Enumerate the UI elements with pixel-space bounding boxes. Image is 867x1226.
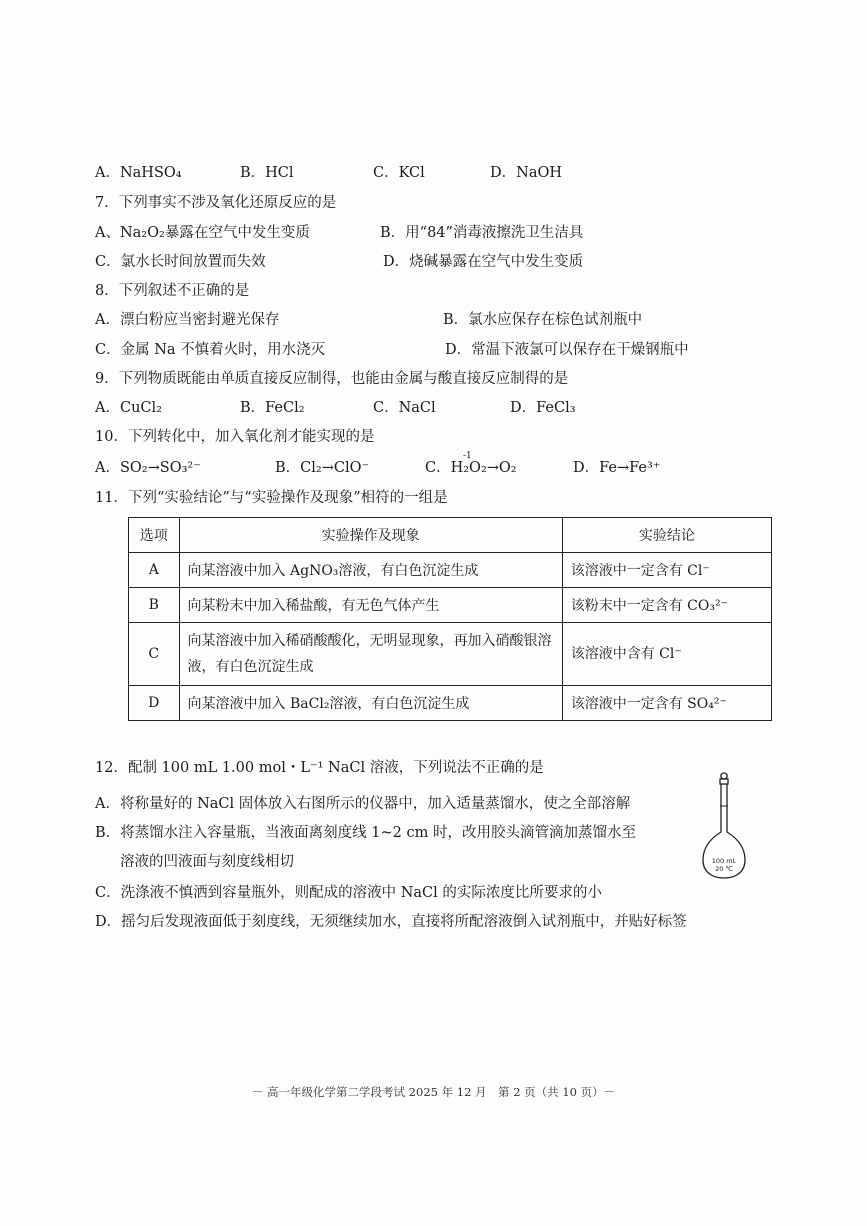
flask-label-temperature: 20 ℃ (715, 865, 733, 873)
q7-option-c: C．氯水长时间放置而失效 (95, 254, 266, 270)
row-conclusion: 该溶液中一定含有 SO₄²⁻ (562, 686, 771, 721)
row-operation: 向某溶液中加入 BaCl₂溶液，有白色沉淀生成 (179, 686, 562, 721)
header-option: 选项 (129, 518, 180, 553)
q10-option-a: A．SO₂→SO₃²⁻ (95, 460, 201, 476)
table-header-row (129, 518, 772, 553)
q9-option-b: B．FeCl₂ (240, 400, 305, 416)
q12-option-d: D．摇匀后发现液面低于刻度线，无须继续加水，直接将所配溶液倒入试剂瓶中，并贴好标签 (95, 914, 687, 930)
q8-stem: 8．下列叙述不正确的是 (95, 283, 250, 299)
q8-option-d: D．常温下液氯可以保存在干燥钢瓶中 (445, 342, 689, 358)
q10-option-c: C．H₂O₂→O₂ (425, 460, 517, 476)
q11-experiment-table (128, 517, 772, 721)
row-option: A (129, 553, 180, 588)
header-operation: 实验操作及现象 (179, 518, 562, 553)
page-footer: － 高一年级化学第二学段考试 2025 年 12 月 第 2 页（共 10 页）－ (251, 1085, 616, 1099)
q7-options-row2 (95, 252, 795, 272)
q12-stem: 12．配制 100 mL 1.00 mol・L⁻¹ NaCl 溶液，下列说法不正确的是 (95, 760, 544, 776)
q10-option-d: D．Fe→Fe³⁺ (573, 460, 661, 476)
table-row (129, 553, 772, 588)
row-option: B (129, 588, 180, 623)
q9-option-d: D．FeCl₃ (510, 400, 576, 416)
q10-oxidation-state-note: -1 (463, 451, 472, 461)
row-option: C (129, 623, 180, 686)
q6-option-c: C．KCl (373, 165, 425, 181)
q12-option-b: B．将蒸馏水注入容量瓶，当液面离刻度线 1~2 cm 时，改用胶头滴管滴加蒸馏水至 (95, 825, 636, 841)
q8-option-c: C．金属 Na 不慎着火时，用水浇灭 (95, 342, 326, 358)
q6-options (95, 163, 795, 183)
q7-option-d: D．烧碱暴露在空气中发生变质 (383, 254, 584, 270)
row-conclusion: 该粉末中一定含有 CO₃²⁻ (562, 588, 771, 623)
flask-label-volume: 100 mL (711, 857, 737, 865)
table-row (129, 623, 772, 686)
q12-option-a: A．将称量好的 NaCl 固体放入右图所示的仪器中，加入适量蒸馏水，使之全部溶解 (95, 796, 631, 812)
q9-option-c: C．NaCl (373, 400, 436, 416)
q7-stem: 7．下列事实不涉及氧化还原反应的是 (95, 195, 337, 211)
q6-option-a: A．NaHSO₄ (95, 165, 182, 181)
q9-options (95, 398, 795, 418)
row-conclusion: 该溶液中一定含有 Cl⁻ (562, 553, 771, 588)
volumetric-flask-figure (700, 770, 748, 882)
row-conclusion: 该溶液中含有 Cl⁻ (562, 623, 771, 686)
q8-option-b: B．氯水应保存在棕色试剂瓶中 (443, 312, 643, 328)
header-conclusion: 实验结论 (562, 518, 771, 553)
q9-option-a: A．CuCl₂ (95, 400, 162, 416)
q8-options-row1 (95, 310, 795, 330)
table-row (129, 686, 772, 721)
q8-option-a: A．漂白粉应当密封避光保存 (95, 312, 280, 328)
row-option: D (129, 686, 180, 721)
row-operation: 向某溶液中加入稀硝酸酸化，无明显现象，再加入硝酸银溶液，有白色沉淀生成 (179, 623, 562, 686)
q10-stem: 10．下列转化中，加入氧化剂才能实现的是 (95, 429, 375, 445)
table-row (129, 588, 772, 623)
q8-options-row2 (95, 340, 795, 360)
q12-option-c: C．洗涤液不慎洒到容量瓶外，则配成的溶液中 NaCl 的实际浓度比所要求的小 (95, 885, 602, 901)
q10-option-b: B．Cl₂→ClO⁻ (275, 460, 370, 476)
q7-options-row1 (95, 223, 795, 243)
row-operation: 向某粉末中加入稀盐酸，有无色气体产生 (179, 588, 562, 623)
q7-option-b: B．用“84”消毒液擦洗卫生洁具 (380, 225, 584, 241)
q9-stem: 9．下列物质既能由单质直接反应制得，也能由金属与酸直接反应制得的是 (95, 371, 569, 387)
q11-stem: 11．下列“实验结论”与“实验操作及现象”相符的一组是 (95, 490, 448, 506)
row-operation: 向某溶液中加入 AgNO₃溶液，有白色沉淀生成 (179, 553, 562, 588)
q7-option-a: A、Na₂O₂暴露在空气中发生变质 (95, 225, 310, 241)
q6-option-d: D．NaOH (490, 165, 562, 181)
q12-option-b-continued: 溶液的凹液面与刻度线相切 (120, 854, 294, 870)
q10-options (95, 451, 795, 478)
q6-option-b: B．HCl (240, 165, 294, 181)
